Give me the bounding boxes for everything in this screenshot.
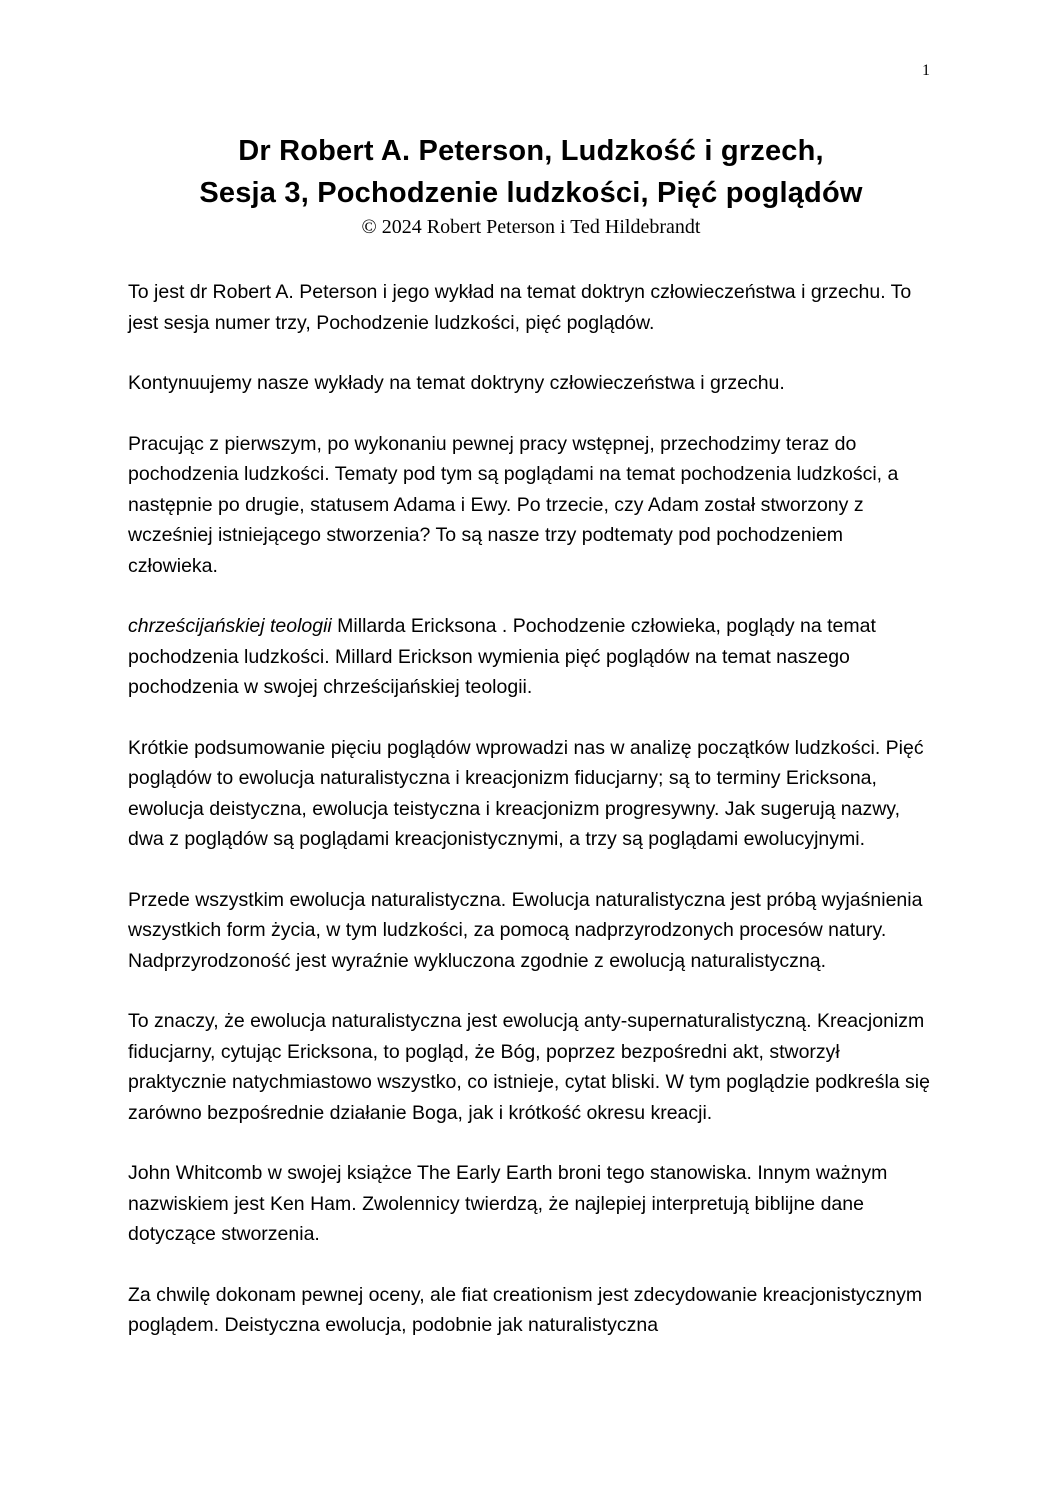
paragraph <box>128 1280 934 1341</box>
paragraph-text: Millarda Ericksona . Pochodzenie człowieka, poglądy na temat pochodzenia ludzkości. Millard Erickson wymienia pięć poglądów na temat naszego pochodzenia w swojej chrześcijańskiej teologii. <box>128 615 876 698</box>
paragraph-text: Pracując z pierwszym, po wykonaniu pewnej pracy wstępnej, przechodzimy teraz do pochodzenia ludzkości. Tematy pod tym są poglądami na temat pochodzenia ludzkości, a następnie po drugie, statusem Adama i Ewy. Po trzecie, czy Adam został stworzony z wcześniej istniejącego stworzenia? To są nasze trzy podtematy pod pochodzeniem człowieka. <box>128 432 899 577</box>
paragraph-text: To jest dr Robert A. Peterson i jego wykład na temat doktryn człowieczeństwa i grzechu. To jest sesja numer trzy, Pochodzenie ludzkości, pięć poglądów. <box>128 281 912 334</box>
copyright-line: © 2024 Robert Peterson i Ted Hildebrandt <box>361 216 701 238</box>
paragraph-text: Kontynuujemy nasze wykłady na temat doktryny człowieczeństwa i grzechu. <box>128 372 785 394</box>
paragraph <box>128 1158 934 1250</box>
page-number: 1 <box>922 62 930 79</box>
paragraph-text: Krótkie podsumowanie pięciu poglądów wprowadzi nas w analizę początków ludzkości. Pięć poglądów to ewolucja naturalistyczna i kreacjonizm fiducjarny; są to terminy Ericksona, ewolucja deistyczna, ewolucja teistyczna i kreacjonizm progresywny. Jak sugerują nazwy, dwa z poglądów są poglądami kreacjonistycznymi, a trzy są poglądami ewolucyjnymi. <box>128 736 924 850</box>
paragraph <box>128 611 934 703</box>
paragraph <box>128 885 934 977</box>
paragraph <box>128 733 934 855</box>
paragraph-text: Za chwilę dokonam pewnej oceny, ale fiat creationism jest zdecydowanie kreacjonistycznym poglądem. Deistyczna ewolucja, podobnie jak naturalistyczna <box>128 1283 923 1336</box>
paragraph-text: Przede wszystkim ewolucja naturalistyczna. Ewolucja naturalistyczna jest próbą wyjaśnienia wszystkich form życia, w tym ludzkości, za pomocą nadprzyrodzonych procesów natury. Nadprzyrodzoność jest wyraźnie wykluczona zgodnie z ewolucją naturalistyczną. <box>128 888 923 972</box>
document-body <box>128 277 934 1341</box>
paragraph-text: John Whitcomb w swojej książce The Early Earth broni tego stanowiska. Innym ważnym nazwiskiem jest Ken Ham. Zwolennicy twierdzą, że najlepiej interpretują biblijne dane dotyczące stworzenia. <box>128 1162 888 1245</box>
document-title-line-2: Sesja 3, Pochodzenie ludzkości, Pięć poglądów <box>199 177 863 209</box>
document-title-line-1: Dr Robert A. Peterson, Ludzkość i grzech, <box>238 135 824 167</box>
paragraph <box>128 368 934 399</box>
page-content <box>128 130 934 1371</box>
paragraph <box>128 277 934 338</box>
paragraph-text: To znaczy, że ewolucja naturalistyczna jest ewolucją anty-supernaturalistyczną. Kreacjonizm fiducjarny, cytując Ericksona, to pogląd, że Bóg, poprzez bezpośredni akt, stworzył praktycznie natychmiastowo wszystko, co istnieje, cytat bliski. W tym poglądzie podkreśla się zarówno bezpośrednie działanie Boga, jak i krótkość okresu kreacji. <box>128 1010 930 1124</box>
document-title <box>128 130 934 214</box>
paragraph <box>128 429 934 582</box>
paragraph-italic-lead: chrześcijańskiej teologii <box>128 615 332 637</box>
paragraph <box>128 1006 934 1128</box>
